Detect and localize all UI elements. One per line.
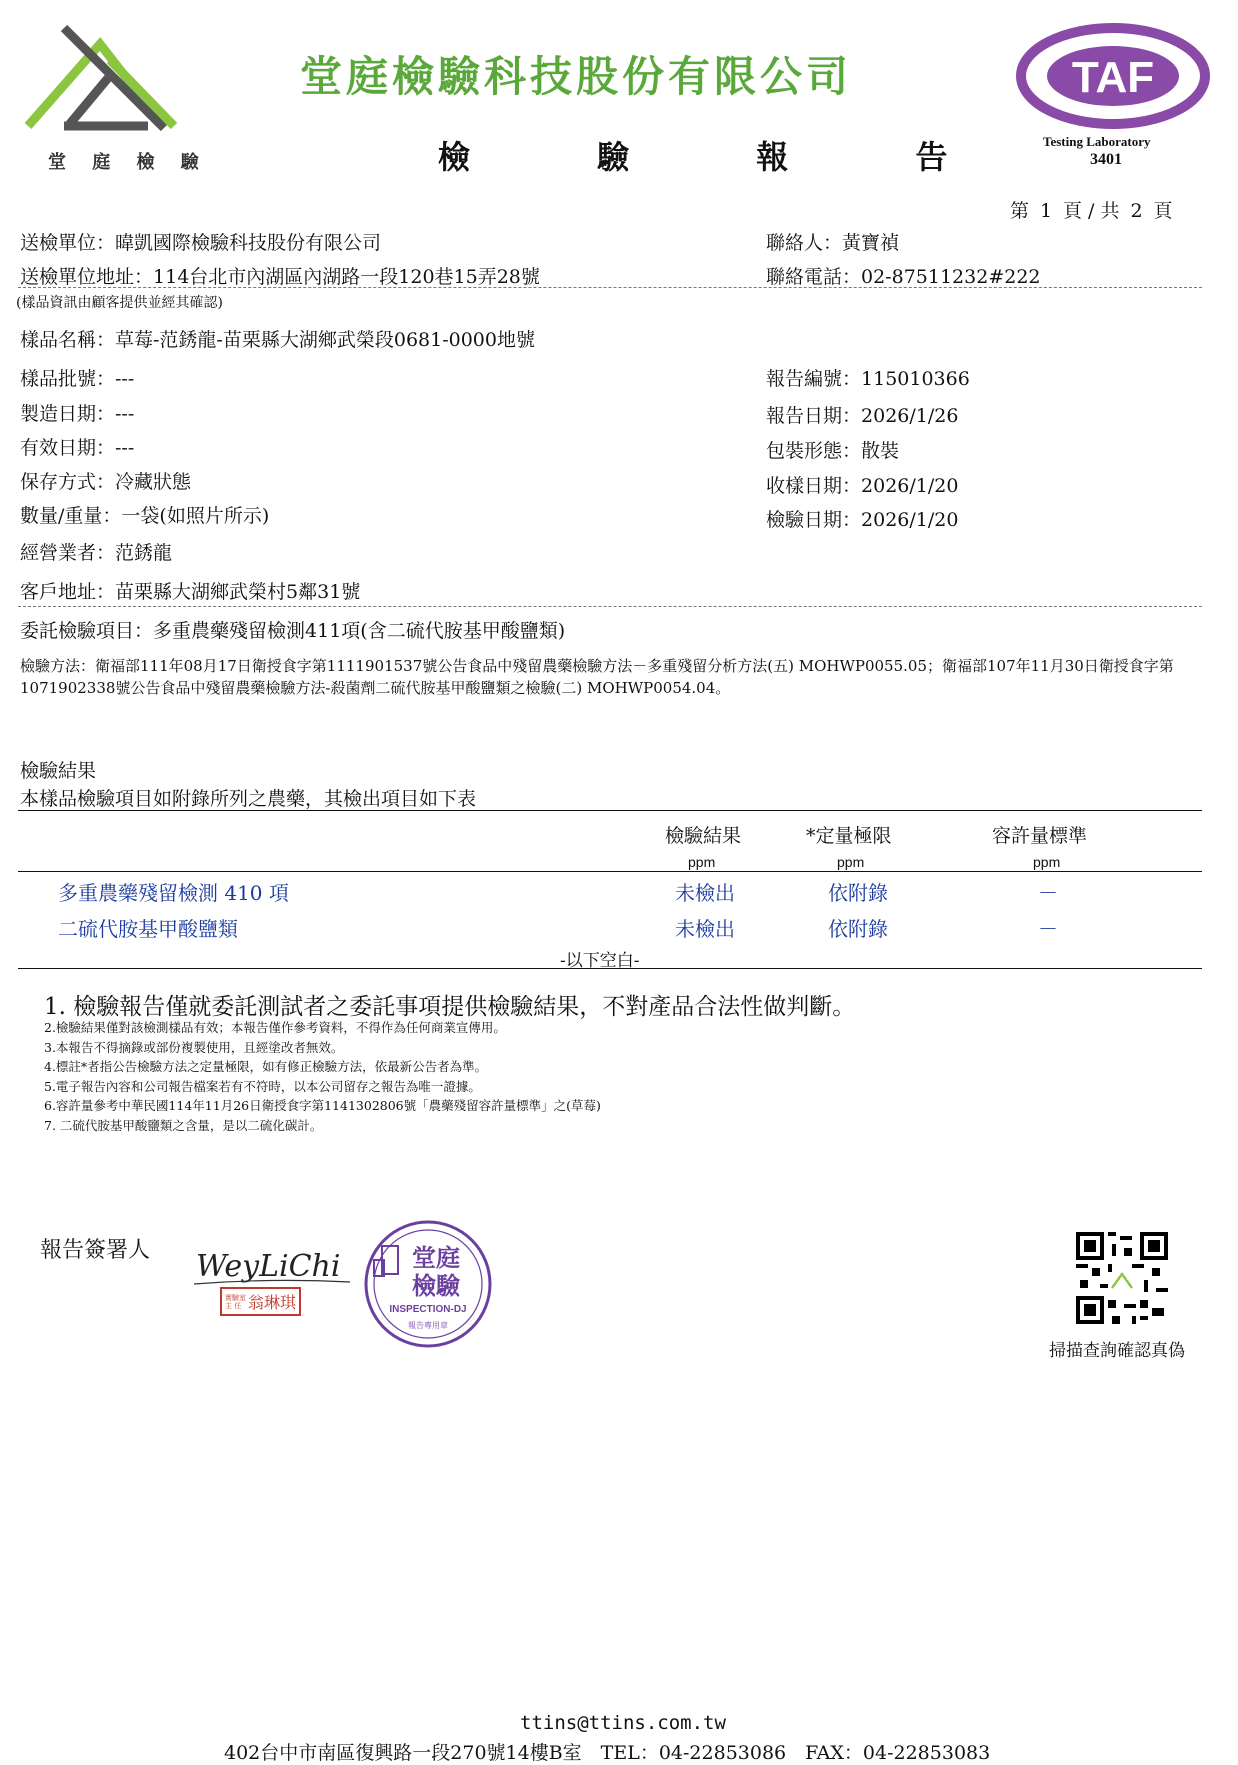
table-header-rule (18, 871, 1202, 872)
page-suffix: 頁 (1153, 200, 1173, 222)
company-logo-icon (24, 22, 214, 132)
receive-date-label: 收樣日期： (766, 475, 862, 497)
signature-handwriting: WeyLiChi (196, 1249, 341, 1284)
report-date-label: 報告日期： (766, 405, 862, 427)
report-number-value: 115010366 (861, 368, 970, 390)
report-title: 檢 驗 報 告 (438, 138, 1006, 176)
company-logo (24, 22, 214, 136)
operator-value: 范銹龍 (115, 542, 173, 564)
report-number (766, 364, 970, 391)
taf-logo-icon (1016, 22, 1210, 130)
result-row-2-limit: 依附錄 (828, 917, 888, 941)
sample-batch-value: --- (115, 368, 135, 390)
page-prefix: 第 (1010, 200, 1030, 222)
storage-value: 冷藏狀態 (115, 471, 192, 493)
result-row-1-standard: － (1038, 881, 1058, 905)
divider (18, 287, 1202, 288)
result-row-2-standard: － (1038, 917, 1058, 941)
sample-name-label: 樣品名稱： (20, 329, 116, 351)
test-item-value: 多重農藥殘留檢測411項(含二硫代胺基甲酸鹽類) (153, 620, 566, 642)
client-unit-label: 送檢單位： (20, 232, 116, 254)
report-number-label: 報告編號： (766, 368, 862, 390)
package-label: 包裝形態： (766, 440, 862, 462)
qr-caption: 掃描查詢確認真偽 (1049, 1341, 1185, 1361)
package-value: 散裝 (861, 440, 900, 462)
unit-standard: ppm (1033, 854, 1061, 870)
sample-name-value: 草莓-范銹龍-苗栗縣大湖鄉武榮段0681-0000地號 (115, 329, 535, 351)
customer-address (20, 577, 360, 604)
customer-address-label: 客戶地址： (20, 581, 116, 603)
unit-result: ppm (688, 854, 716, 870)
seal-bottom: 報告專用章 (408, 1321, 448, 1330)
customer-address-value: 苗栗縣大湖鄉武榮村5鄰31號 (115, 581, 361, 603)
sample-name (20, 325, 535, 352)
col-header-result: 檢驗結果 (665, 825, 742, 847)
exp-date-label: 有效日期： (20, 437, 116, 459)
package-type (766, 436, 899, 463)
receive-date-value: 2026/1/20 (861, 475, 959, 497)
table-top-rule (18, 810, 1202, 811)
page-current: 1 (1039, 200, 1053, 222)
company-seal (360, 1216, 496, 1356)
result-row-2-item: 二硫代胺基甲酸鹽類 (58, 917, 238, 941)
result-row-2-result: 未檢出 (675, 917, 735, 941)
quantity-label: 數量/重量： (20, 505, 122, 527)
mfg-date-label: 製造日期： (20, 403, 116, 425)
client-address-value: 114台北市內湖區內湖路一段120巷15弄28號 (153, 266, 540, 288)
contact-person (766, 228, 899, 255)
test-date-value: 2026/1/20 (861, 509, 959, 531)
taf-logo (1016, 22, 1210, 134)
end-marker: -以下空白- (560, 951, 640, 971)
seal-line-1: 堂庭 (412, 1244, 460, 1272)
test-date (766, 505, 958, 532)
name-stamp (220, 1287, 301, 1316)
company-seal-icon (360, 1216, 496, 1352)
stamp-title (225, 1294, 246, 1310)
divider (18, 606, 1202, 607)
sample-info-note: (樣品資訊由顧客提供並經其確認) (16, 295, 223, 311)
client-unit (20, 228, 381, 255)
mfg-date-value: --- (115, 403, 135, 425)
storage-label: 保存方式： (20, 471, 116, 493)
receive-date (766, 471, 958, 498)
report-date (766, 401, 958, 428)
sample-quantity (20, 501, 269, 528)
page-indicator (1010, 196, 1173, 223)
taf-logo-text: TAF (1071, 53, 1155, 102)
page-mid: 頁 / 共 (1063, 200, 1120, 222)
client-address (20, 262, 540, 289)
result-row-1-item: 多重農藥殘留檢測 410 項 (58, 881, 289, 905)
taf-number: 3401 (1090, 151, 1122, 168)
test-method: 檢驗方法：衛福部111年08月17日衛授食字第1111901537號公告食品中殘留農藥檢驗方法－多重殘留分析方法(五) MOHWP0055.05；衛福部107年11月30日衛授食字第1071902338號公告食品中殘留農藥檢驗方法-殺菌劑二硫代胺基甲酸鹽類之檢驗(二) MOHWP0054.04。 (20, 657, 1174, 697)
sample-exp-date (20, 433, 134, 460)
page-total: 2 (1130, 200, 1143, 222)
client-address-label: 送檢單位地址： (20, 266, 154, 288)
exp-date-value: --- (115, 437, 135, 459)
operator-label: 經營業者： (20, 542, 116, 564)
test-item-label: 委託檢驗項目： (20, 620, 154, 642)
col-header-standard: 容許量標準 (992, 825, 1088, 847)
client-unit-value: 暐凱國際檢驗科技股份有限公司 (115, 232, 382, 254)
contact-phone (766, 262, 1041, 289)
unit-limit: ppm (837, 854, 865, 870)
report-date-value: 2026/1/26 (861, 405, 959, 427)
note-1: 1. 檢驗報告僅就委託測試者之委託事項提供檢驗結果，不對產品合法性做判斷。 (44, 994, 856, 1020)
notes-list: 2.檢驗結果僅對該檢測樣品有效；本報告僅作參考資料，不得作為任何商業宣傳用。 3.本報告不得摘錄或部份複製使用，且經塗改者無效。 4.標註*者指公告檢驗方法之定量極限，如有修正檢驗方法，依最新公告者為準。 5.電子報告內容和公司報告檔案若有不符時，以本公司留存之報告為唯一證據。 6.容許量參考中華民國114年11月26日衛授食字第1141302806號「農藥殘留容許量標準」之(草莓) 7. 二硫代胺基甲酸鹽類之含量，是以二硫化碳計。 (44, 1020, 601, 1133)
contact-label: 聯絡人： (766, 232, 843, 254)
results-intro: 本樣品檢驗項目如附錄所列之農藥，其檢出項目如下表 (20, 788, 477, 810)
test-item (20, 616, 565, 643)
sample-batch-label: 樣品批號： (20, 368, 116, 390)
sample-mfg-date (20, 399, 134, 426)
qr-code-icon (1076, 1232, 1168, 1324)
sample-operator (20, 538, 172, 565)
logo-text: 堂 庭 檢 驗 (48, 152, 209, 173)
test-date-label: 檢驗日期： (766, 509, 862, 531)
footer-address: 402台中市南區復興路一段270號14樓B室 TEL：04-22853086 FAX：04-22853083 (224, 1742, 991, 1764)
results-heading: 檢驗結果 (20, 760, 97, 782)
stamp-title-bottom: 主 任 (225, 1301, 242, 1310)
sample-storage (20, 467, 191, 494)
contact-value: 黃寶禎 (842, 232, 900, 254)
stamp-name: 翁琳琪 (248, 1293, 297, 1312)
col-header-limit: *定量極限 (806, 825, 892, 847)
stamp-title-top: 實驗室 (225, 1293, 246, 1302)
signer-label: 報告簽署人 (40, 1238, 151, 1263)
result-row-1-result: 未檢出 (675, 881, 735, 905)
phone-value: 02-87511232#222 (861, 266, 1041, 288)
seal-line-2: 檢驗 (412, 1272, 460, 1300)
verification-qr-code[interactable] (1076, 1232, 1168, 1328)
sample-batch (20, 364, 134, 391)
footer-email[interactable]: ttins@ttins.com.tw (520, 1712, 726, 1734)
company-name: 堂庭檢驗科技股份有限公司 (300, 52, 853, 101)
seal-en: INSPECTION-DJ (389, 1304, 467, 1315)
result-row-1-limit: 依附錄 (828, 881, 888, 905)
taf-subtitle: Testing Laboratory (1043, 134, 1151, 149)
phone-label: 聯絡電話： (766, 266, 862, 288)
table-bottom-rule (18, 968, 1202, 969)
quantity-value: 一袋(如照片所示) (121, 505, 270, 527)
